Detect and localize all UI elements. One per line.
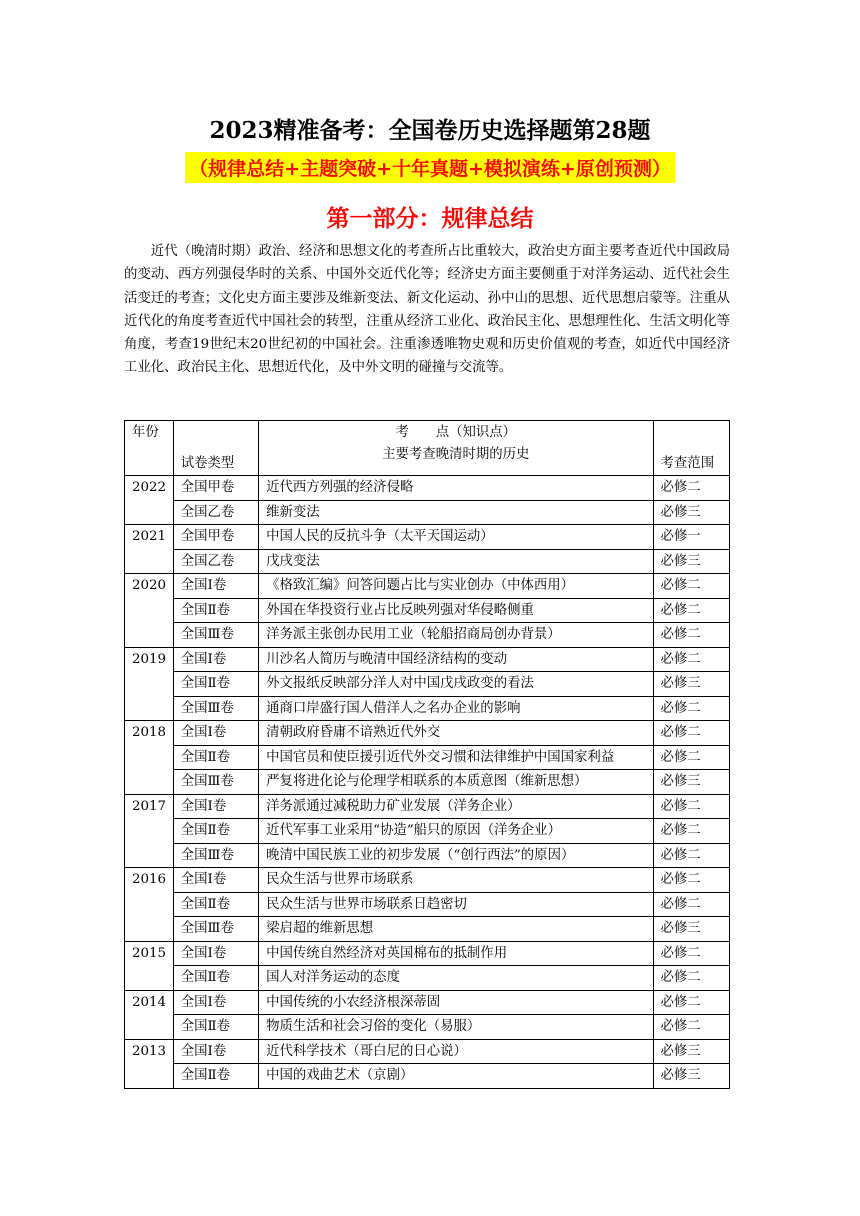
year-cell: 2019	[125, 647, 174, 721]
scope-cell: 必修二	[653, 941, 729, 966]
exam-point-cell: 物质生活和社会习俗的变化（易服）	[259, 1015, 653, 1040]
paper-type-cell: 全国Ⅲ卷	[173, 843, 258, 868]
exam-point-cell: 梁启超的维新思想	[259, 917, 653, 942]
exam-point-cell: 维新变法	[259, 500, 653, 525]
year-cell: 2013	[125, 1039, 174, 1088]
scope-cell: 必修一	[653, 525, 729, 550]
table-row	[125, 990, 730, 1015]
table-row	[125, 598, 730, 623]
paper-type-cell: 全国Ⅱ卷	[173, 892, 258, 917]
exam-point-cell: 中国人民的反抗斗争（太平天国运动）	[259, 525, 653, 550]
table-row	[125, 623, 730, 648]
paper-type-cell: 全国Ⅲ卷	[173, 623, 258, 648]
scope-cell: 必修三	[653, 917, 729, 942]
paper-type-cell: 全国乙卷	[173, 549, 258, 574]
exam-point-cell: 洋务派通过减税助力矿业发展（洋务企业）	[259, 794, 653, 819]
scope-cell: 必修三	[653, 549, 729, 574]
exam-point-cell: 国人对洋务运动的态度	[259, 966, 653, 991]
exam-point-cell: 中国官员和使臣援引近代外交习惯和法律维护中国国家利益	[259, 745, 653, 770]
scope-cell: 必修二	[653, 990, 729, 1015]
exam-point-cell: 外国在华投资行业占比反映列强对华侵略侧重	[259, 598, 653, 623]
table-row	[125, 1064, 730, 1089]
table-row	[125, 525, 730, 550]
table-row	[125, 966, 730, 991]
table-row	[125, 647, 730, 672]
table-row	[125, 721, 730, 746]
exam-point-cell: 中国的戏曲艺术（京剧）	[259, 1064, 653, 1089]
year-cell: 2014	[125, 990, 174, 1039]
table-row	[125, 770, 730, 795]
paper-type-cell: 全国Ⅲ卷	[173, 696, 258, 721]
scope-cell: 必修二	[653, 1015, 729, 1040]
table-row	[125, 696, 730, 721]
scope-cell: 必修二	[653, 892, 729, 917]
table-row	[125, 672, 730, 697]
table-row	[125, 794, 730, 819]
header-year: 年份	[125, 421, 174, 476]
subtitle-container	[0, 152, 860, 183]
exam-point-cell: 川沙名人简历与晚清中国经济结构的变动	[259, 647, 653, 672]
paper-type-cell: 全国Ⅱ卷	[173, 598, 258, 623]
exam-point-cell: 晚清中国民族工业的初步发展（“创行西法”的原因）	[259, 843, 653, 868]
scope-cell: 必修二	[653, 843, 729, 868]
exam-point-cell: 清朝政府昏庸不谙熟近代外交	[259, 721, 653, 746]
exam-point-cell: 近代军事工业采用“协造”船只的原因（洋务企业）	[259, 819, 653, 844]
exam-point-cell: 近代西方列强的经济侵略	[259, 476, 653, 501]
year-cell: 2015	[125, 941, 174, 990]
paper-type-cell: 全国Ⅰ卷	[173, 574, 258, 599]
scope-cell: 必修二	[653, 623, 729, 648]
exam-point-cell: 严复将进化论与伦理学相联系的本质意图（维新思想）	[259, 770, 653, 795]
exam-point-cell: 民众生活与世界市场联系	[259, 868, 653, 893]
scope-cell: 必修二	[653, 574, 729, 599]
table-row	[125, 917, 730, 942]
paper-type-cell: 全国Ⅰ卷	[173, 1039, 258, 1064]
paper-type-cell: 全国Ⅲ卷	[173, 770, 258, 795]
scope-cell: 必修二	[653, 819, 729, 844]
exam-point-cell: 洋务派主张创办民用工业（轮船招商局创办背景）	[259, 623, 653, 648]
table-row	[125, 843, 730, 868]
scope-cell: 必修二	[653, 647, 729, 672]
exam-point-cell: 近代科学技术（哥白尼的日心说）	[259, 1039, 653, 1064]
exam-topics-table	[124, 420, 730, 1089]
exam-point-cell: 民众生活与世界市场联系日趋密切	[259, 892, 653, 917]
scope-cell: 必修二	[653, 721, 729, 746]
year-cell: 2021	[125, 525, 174, 574]
page-title: 2023精准备考：全国卷历史选择题第28题	[209, 117, 651, 144]
paper-type-cell: 全国Ⅲ卷	[173, 917, 258, 942]
paper-type-cell: 全国Ⅰ卷	[173, 794, 258, 819]
paper-type-cell: 全国Ⅰ卷	[173, 990, 258, 1015]
paper-type-cell: 全国Ⅱ卷	[173, 819, 258, 844]
scope-cell: 必修二	[653, 966, 729, 991]
year-cell: 2016	[125, 868, 174, 942]
table-row	[125, 574, 730, 599]
scope-cell: 必修三	[653, 1064, 729, 1089]
header-exam-point-line1: 考 点（知识点）	[395, 425, 517, 440]
scope-cell: 必修二	[653, 476, 729, 501]
paper-type-cell: 全国甲卷	[173, 476, 258, 501]
table-row	[125, 476, 730, 501]
year-cell: 2017	[125, 794, 174, 868]
header-paper-type: 试卷类型	[173, 421, 258, 476]
table-row	[125, 745, 730, 770]
table-row	[125, 1015, 730, 1040]
scope-cell: 必修三	[653, 500, 729, 525]
exam-point-cell: 中国传统的小农经济根深蒂固	[259, 990, 653, 1015]
exam-point-cell: 外文报纸反映部分洋人对中国戊戌政变的看法	[259, 672, 653, 697]
paper-type-cell: 全国Ⅰ卷	[173, 941, 258, 966]
exam-point-cell: 戊戌变法	[259, 549, 653, 574]
table-row	[125, 819, 730, 844]
subtitle-highlight: （规律总结+主题突破+十年真题+模拟演练+原创预测）	[185, 152, 675, 183]
table-row	[125, 549, 730, 574]
scope-cell: 必修三	[653, 770, 729, 795]
paper-type-cell: 全国Ⅰ卷	[173, 868, 258, 893]
paper-type-cell: 全国Ⅱ卷	[173, 672, 258, 697]
table-body	[125, 476, 730, 1089]
scope-cell: 必修三	[653, 1039, 729, 1064]
scope-cell: 必修二	[653, 696, 729, 721]
intro-paragraph: 近代（晚清时期）政治、经济和思想文化的考查所占比重较大，政治史方面主要考查近代中国政局的变动、西方列强侵华时的关系、中国外交近代化等；经济史方面主要侧重于对洋务运动、近代社会生活变迁的考查；文化史方面主要涉及维新变法、新文化运动、孙中山的思想、近代思想启蒙等。注重从近代化的角度考查近代中国社会的转型，注重从经济工业化、政治民主化、思想理性化、生活文明化等角度，考查19世纪末20世纪初的中国社会。注重渗透唯物史观和历史价值观的考查，如近代中国经济工业化、政治民主化、思想近代化，及中外文明的碰撞与交流等。	[124, 244, 730, 376]
table-row	[125, 941, 730, 966]
scope-cell: 必修二	[653, 868, 729, 893]
year-cell: 2018	[125, 721, 174, 795]
paper-type-cell: 全国Ⅱ卷	[173, 1064, 258, 1089]
exam-point-cell: 《格致汇编》问答问题占比与实业创办（中体西用）	[259, 574, 653, 599]
year-cell: 2022	[125, 476, 174, 525]
table-header-row	[125, 421, 730, 476]
paper-type-cell: 全国Ⅱ卷	[173, 1015, 258, 1040]
scope-cell: 必修三	[653, 672, 729, 697]
paper-type-cell: 全国Ⅱ卷	[173, 745, 258, 770]
paper-type-cell: 全国乙卷	[173, 500, 258, 525]
exam-point-cell: 中国传统自然经济对英国棉布的抵制作用	[259, 941, 653, 966]
table-row	[125, 892, 730, 917]
table-row	[125, 868, 730, 893]
header-exam-point	[259, 421, 653, 476]
paper-type-cell: 全国Ⅰ卷	[173, 647, 258, 672]
table-row	[125, 500, 730, 525]
header-exam-point-line2: 主要考查晚清时期的历史	[382, 447, 530, 462]
scope-cell: 必修二	[653, 745, 729, 770]
year-cell: 2020	[125, 574, 174, 648]
paper-type-cell: 全国甲卷	[173, 525, 258, 550]
table-row	[125, 1039, 730, 1064]
paper-type-cell: 全国Ⅱ卷	[173, 966, 258, 991]
scope-cell: 必修二	[653, 794, 729, 819]
exam-point-cell: 通商口岸盛行国人借洋人之名办企业的影响	[259, 696, 653, 721]
section-title: 第一部分：规律总结	[326, 206, 534, 232]
paper-type-cell: 全国Ⅰ卷	[173, 721, 258, 746]
scope-cell: 必修二	[653, 598, 729, 623]
header-scope: 考查范围	[653, 421, 729, 476]
